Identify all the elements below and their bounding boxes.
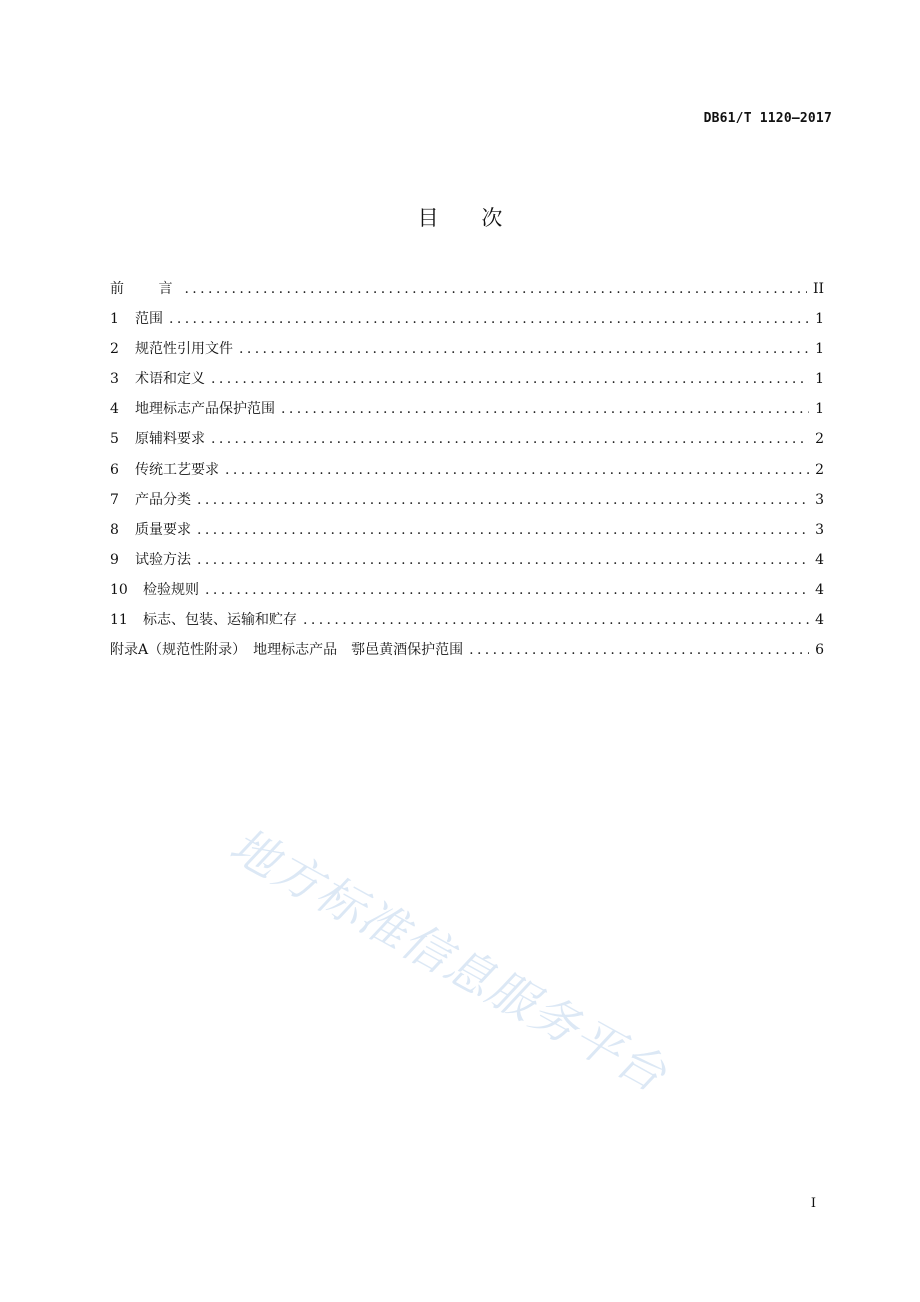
page-number: I [810,1196,816,1211]
toc-entry-label: 质量要求 [135,521,191,538]
toc-entry-page: 3 [815,491,824,508]
toc-entry-page: 3 [815,521,824,538]
toc-entry-number: 1 [110,311,119,328]
toc-entry-appendix-a[interactable] [110,639,824,669]
toc-leader-dots [469,642,809,658]
toc-entry[interactable] [110,609,824,639]
toc-entry-number: 8 [110,521,119,538]
toc-entry-number: 9 [110,551,119,568]
toc-entry-number: 3 [110,371,119,388]
toc-entry[interactable] [110,549,824,579]
toc-leader-dots [197,492,809,508]
toc-leader-dots [211,371,809,387]
toc-leader-dots [205,582,809,598]
toc-entry-label: 标志、包装、运输和贮存 [143,612,297,629]
toc-entry-number: 6 [110,461,119,478]
toc-entry-page: 4 [815,612,824,629]
toc-entry-page: 1 [815,371,824,388]
toc-leader-dots [225,462,809,478]
toc-entry-page: 1 [815,401,824,418]
toc-entry[interactable] [110,398,824,428]
toc-leader-dots [169,311,809,327]
table-of-contents [110,278,824,669]
toc-entry-preface[interactable] [110,278,824,308]
toc-entry-number: 7 [110,491,119,508]
toc-entry-number: 4 [110,401,119,418]
toc-leader-dots [197,552,809,568]
toc-leader-dots [281,401,809,417]
toc-entry-label: 传统工艺要求 [135,461,219,478]
toc-entry-label: 产品分类 [135,491,191,508]
toc-title: 目 次 [417,206,521,230]
toc-entry-page: 2 [815,431,824,448]
toc-entry[interactable] [110,368,824,398]
toc-entry-page: 2 [815,461,824,478]
toc-entry-label: 地理标志产品保护范围 [135,401,275,418]
toc-entry-label: 附录A（规范性附录） 地理标志产品 鄠邑黄酒保护范围 [110,642,464,659]
toc-leader-dots [303,612,809,628]
toc-entry[interactable] [110,519,824,549]
toc-entry[interactable] [110,579,824,609]
toc-entry-page: 6 [815,642,824,659]
toc-entry[interactable] [110,338,824,368]
toc-leader-dots [184,281,806,297]
toc-entry-page: 1 [815,341,824,358]
toc-entry-label: 范围 [135,311,163,328]
toc-entry-page: II [812,281,824,297]
toc-entry[interactable] [110,428,824,458]
toc-entry[interactable] [110,489,824,519]
toc-entry-number: 10 [110,581,128,598]
toc-entry-number: 5 [110,431,119,448]
document-code: DB61/T 1120—2017 [703,111,832,126]
toc-leader-dots [197,522,809,538]
toc-entry-page: 4 [815,551,824,568]
toc-entry-number: 11 [110,612,128,629]
toc-entry-label: 术语和定义 [135,371,205,388]
toc-leader-dots [211,431,809,447]
toc-entry-label: 规范性引用文件 [135,341,233,358]
toc-entry-label: 前 言 [110,281,188,297]
toc-entry-page: 1 [815,311,824,328]
toc-entry-label: 试验方法 [135,551,191,568]
toc-entry-number: 2 [110,341,119,358]
toc-entry[interactable] [110,308,824,338]
watermark: 地方标准信息服务平台 [220,817,676,1104]
toc-entry-page: 4 [815,581,824,598]
toc-leader-dots [239,341,809,357]
toc-entry-label: 原辅料要求 [135,431,205,448]
toc-entry[interactable] [110,459,824,489]
toc-entry-label: 检验规则 [143,581,199,598]
